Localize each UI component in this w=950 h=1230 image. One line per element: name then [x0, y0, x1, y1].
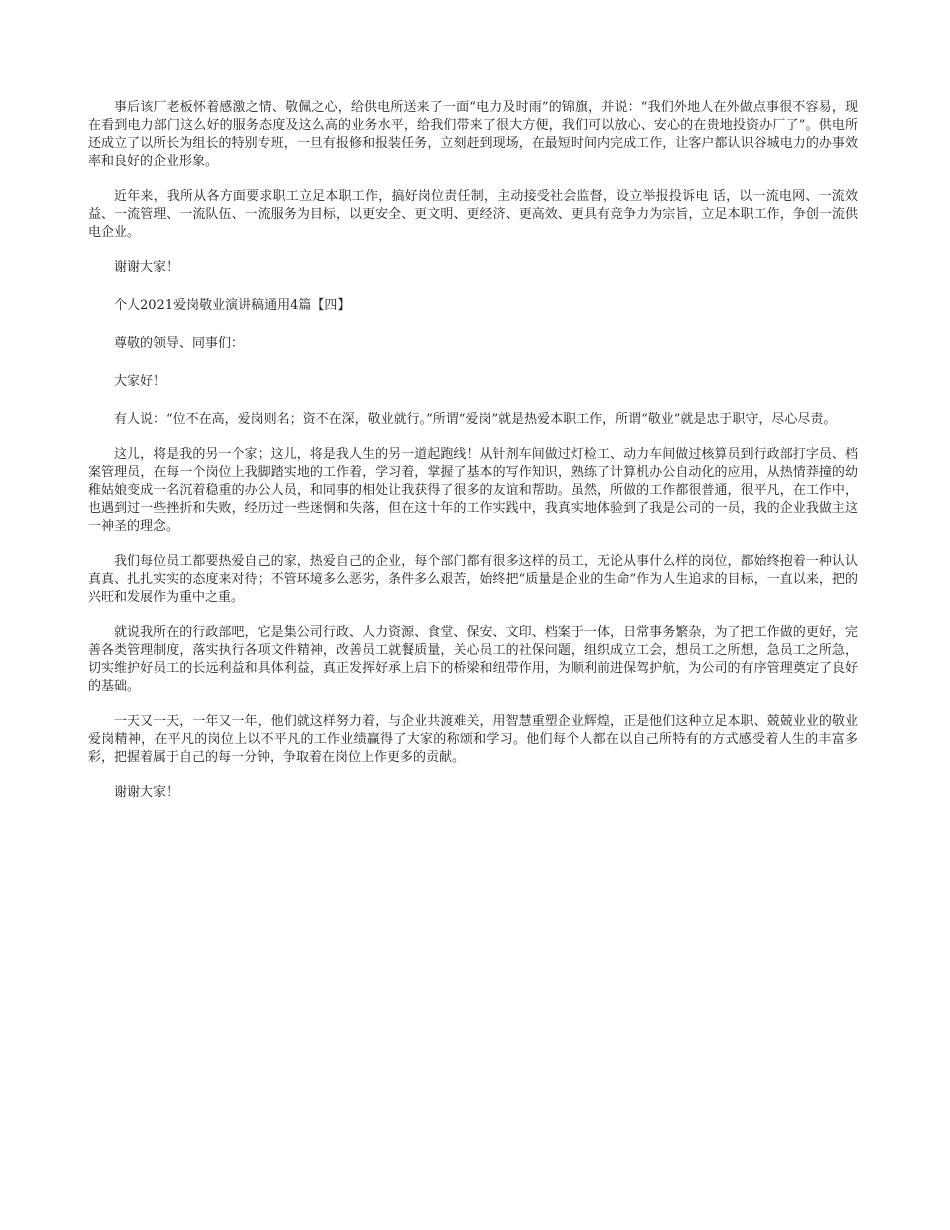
section-heading: 个人2021爱岗敬业演讲稿通用4篇【四】 — [114, 298, 351, 313]
paragraph-admin-dept: 就说我所在的行政部吧，它是集公司行政、人力资源、食堂、保安、文印、档案于一体，日常事务繁杂，为了把工作做的更好，完善各类管理制度，落实执行各项文件精神，改善员工就餐质量，关心员工的社保问题，组织成立工会，想员工之所想，急员工之所急，切实维护好员工的长远利益和具体利益，真正发挥好承上启下的桥梁和纽带作用，为顺利前进保驾护航，为公司的有序管理奠定了良好的基础。 — [88, 625, 858, 694]
paragraph-home: 这儿，将是我的另一个家；这儿，将是我人生的另一道起跑线！从针剂车间做过灯检工、动力车间做过核算员到行政部打字员、档案管理员，在每一个岗位上我脚踏实地的工作着，学习着，掌握了基本的写作知识，熟练了计算机办公自动化的应用，从热情莽撞的幼稚姑娘变成一名沉着稳重的办公人员，和同事的相处让我获得了很多的友谊和帮助。虽然，所做的工作都很普通，很平凡，在工作中，也遇到过一些挫折和失败，经历过一些迷惘和失落，但在这十年的工作实践中，我真实地体验到了我是公司的一员，我的企业我做主这一神圣的理念。 — [88, 447, 858, 534]
paragraph-day-after-day: 一天又一天，一年又一年，他们就这样努力着，与企业共渡难关，用智慧重塑企业辉煌，正是他们这种立足本职、兢兢业业的敬业爱岗精神，在平凡的岗位上以不平凡的工作业绩赢得了大家的称颂和学习。他们每个人都在以自己所特有的方式感受着人生的丰富多彩，把握着属于自己的每一分钟，争取着在岗位上作更多的贡献。 — [88, 714, 858, 765]
paragraph-salutation: 尊敬的领导、同事们： — [114, 336, 245, 351]
paragraph-greeting: 大家好！ — [114, 374, 167, 389]
paragraph-thanks-2: 谢谢大家！ — [114, 785, 180, 800]
paragraph-recent-years: 近年来，我所从各方面要求职工立足本职工作，搞好岗位责任制，主动接受社会监督，设立举报投诉电 话，以一流电网、一流效益、一流管理、一流队伍、一流服务为目标，以更安全、更文明、更经济、更高效、更具有竞争力为宗旨，立足本职工作，争创一流供电企业。 — [88, 189, 858, 240]
paragraph-quote: 有人说：“位不在高，爱岗则名；资不在深，敬业就行。”所谓“爱岗”就是热爱本职工作，所谓“敬业”就是忠于职守，尽心尽责。 — [114, 412, 837, 427]
paragraph-thanks-1: 谢谢大家！ — [114, 260, 180, 275]
document-body — [88, 99, 858, 822]
paragraph-gratitude-banner: 事后该厂老板怀着感激之情、敬佩之心，给供电所送来了一面“电力及时雨”的锦旗，并说：“我们外地人在外做点事很不容易，现在看到电力部门这么好的服务态度及这么高的业务水平，给我们带来了很大方便，我们可以放心、安心的在贵地投资办厂了”。供电所还成立了以所长为组长的特别专班，一旦有报修和报装任务，立刻赶到现场，在最短时间内完成工作，让客户都认识谷城电力的办事效率和良好的企业形象。 — [88, 100, 858, 169]
paragraph-employees: 我们每位员工都要热爱自己的家，热爱自己的企业，每个部门都有很多这样的员工，无论从事什么样的岗位，都始终抱着一种认认真真、扎扎实实的态度来对待；不管环境多么恶劣，条件多么艰苦，始终把“质量是企业的生命”作为人生追求的目标，一直以来，把的兴旺和发展作为重中之重。 — [88, 554, 858, 605]
